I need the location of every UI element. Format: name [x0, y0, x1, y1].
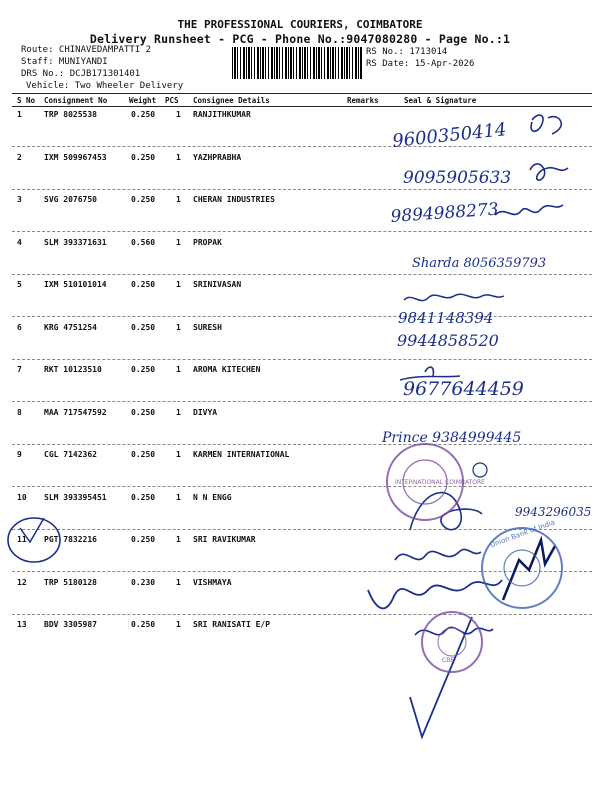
- handwritten-number: 9841148394: [398, 309, 494, 327]
- cell-consignment: TRP 8025538: [44, 110, 97, 119]
- cell-consignee: RANJITHKUMAR: [193, 110, 251, 119]
- handwritten-number: 9095905633: [403, 168, 512, 188]
- cell-consignment: IXM 509967453: [44, 152, 107, 162]
- col-sno: S No: [17, 96, 36, 105]
- cell-weight: 0.250: [131, 450, 156, 459]
- col-seal: Seal & Signature: [404, 96, 477, 105]
- cell-weight: 0.250: [131, 620, 156, 629]
- cell-consignee: AROMA KITECHEN: [193, 365, 261, 374]
- cell-sno: 10: [17, 492, 27, 502]
- cell-consignment: CGL 7142362: [44, 450, 97, 459]
- cell-consignee: PROPAK: [193, 237, 222, 247]
- rs-number: RS No.: 1713014: [366, 47, 448, 57]
- cell-consignment: SLM 393395451: [44, 492, 107, 502]
- cell-pcs: 1: [176, 195, 181, 204]
- col-consignment: Consignment No: [44, 96, 108, 105]
- cell-consignment: MAA 717547592: [44, 407, 107, 417]
- handwritten-number: Prince 9384999445: [382, 430, 522, 446]
- cell-consignee: YAZHPRABHA: [193, 152, 242, 162]
- signature-row5: [404, 294, 504, 300]
- company-title: THE PROFESSIONAL COURIERS, COIMBATORE: [177, 18, 423, 31]
- cell-pcs: 1: [176, 535, 181, 544]
- handwritten-number: 9894988273: [389, 199, 500, 227]
- vehicle-label: Vehicle: Two Wheeler Delivery: [26, 81, 184, 91]
- cell-pcs: 1: [176, 237, 181, 247]
- cell-weight: 0.250: [131, 280, 156, 289]
- stamp-text: Union Bank of India: [489, 518, 557, 550]
- cell-pcs: 1: [176, 450, 181, 459]
- cell-consignment: SLM 393371631: [44, 237, 107, 247]
- signature-dark-row12: [503, 540, 555, 600]
- small-circle-mark: [473, 463, 487, 477]
- cell-consignment: BDV 3305987: [44, 620, 97, 629]
- cell-consignee: SRI RAVIKUMAR: [193, 535, 256, 544]
- cell-pcs: 1: [176, 152, 181, 162]
- stamp-text: CBE: [442, 657, 455, 664]
- signature-row10: [410, 493, 482, 530]
- cell-pcs: 1: [176, 322, 181, 332]
- cell-consignee: KARMEN INTERNATIONAL: [193, 450, 290, 459]
- cell-weight: 0.250: [131, 535, 156, 544]
- col-pcs: PCS: [165, 96, 179, 105]
- handwritten-number: 9943296035: [515, 505, 592, 519]
- cell-weight: 0.250: [131, 152, 156, 162]
- signature-row11: [395, 549, 481, 560]
- stamp-cbe: [422, 612, 482, 672]
- cell-consignment: RKT 10123510: [44, 365, 102, 374]
- cell-consignment: PGT 7832216: [44, 535, 97, 544]
- cell-sno: 7: [17, 365, 22, 374]
- rs-date: RS Date: 15-Apr-2026: [366, 59, 475, 69]
- cell-consignment: KRG 4751254: [44, 322, 97, 332]
- cell-pcs: 1: [176, 110, 181, 119]
- cell-sno: 11: [17, 535, 27, 544]
- cell-sno: 6: [17, 322, 22, 332]
- cell-consignee: SRINIVASAN: [193, 280, 242, 289]
- row11-tick: [20, 518, 44, 542]
- cell-pcs: 1: [176, 577, 181, 587]
- cell-sno: 8: [17, 407, 22, 417]
- cell-weight: 0.230: [131, 577, 156, 587]
- signature-row3: [495, 205, 563, 215]
- cell-sno: 5: [17, 280, 22, 289]
- drs-label: DRS No.: DCJB171301401: [21, 69, 141, 79]
- cell-consignment: IXM 510101014: [44, 280, 107, 289]
- signature-row12: [368, 580, 502, 608]
- handwritten-number: 9944858520: [397, 331, 499, 350]
- cell-consignee: VISHMAYA: [193, 577, 232, 587]
- cell-pcs: 1: [176, 280, 181, 289]
- signature-row2: [530, 164, 568, 180]
- staff-label: Staff: MUNIYANDI: [21, 57, 108, 67]
- cell-sno: 12: [17, 577, 27, 587]
- cell-sno: 4: [17, 237, 22, 247]
- stamp-text: INTERNATIONAL COIMBATORE: [395, 479, 485, 486]
- cell-weight: 0.250: [131, 407, 156, 417]
- col-weight: Weight: [129, 96, 157, 105]
- handwritten-number: 9677644459: [403, 378, 524, 400]
- cell-consignment: SVG 2076750: [44, 195, 97, 204]
- cell-weight: 0.250: [131, 492, 156, 502]
- cell-sno: 1: [17, 110, 22, 119]
- col-remarks: Remarks: [347, 96, 379, 105]
- row11-circle: [8, 518, 60, 562]
- cell-sno: 2: [17, 152, 22, 162]
- col-consignee: Consignee Details: [193, 96, 270, 105]
- cell-weight: 0.560: [131, 237, 156, 247]
- cell-pcs: 1: [176, 492, 181, 502]
- cell-sno: 9: [17, 450, 22, 459]
- handwritten-number: 9600350414: [391, 119, 508, 152]
- route-label: Route: CHINAVEDAMPATTI 2: [21, 45, 152, 55]
- cell-consignment: TRP 5180128: [44, 577, 97, 587]
- cell-weight: 0.250: [131, 195, 156, 204]
- handwritten-number: Sharda 8056359793: [412, 256, 547, 271]
- cell-weight: 0.250: [131, 110, 156, 119]
- cell-consignee: CHERAN INDUSTRIES: [193, 195, 275, 204]
- cell-pcs: 1: [176, 365, 181, 374]
- cell-sno: 13: [17, 620, 27, 629]
- cell-pcs: 1: [176, 620, 181, 629]
- runsheet-title: Delivery Runsheet - PCG - Phone No.:9047080280 - Page No.:1: [89, 32, 511, 46]
- cell-sno: 3: [17, 195, 22, 204]
- cell-consignee: SURESH: [193, 322, 222, 332]
- cell-consignee: N N ENGG: [193, 492, 232, 502]
- cell-weight: 0.250: [131, 322, 156, 332]
- cell-pcs: 1: [176, 407, 181, 417]
- cell-consignee: SRI RANISATI E/P: [193, 620, 271, 629]
- cell-consignee: DIVYA: [193, 407, 218, 417]
- signature-row1: [531, 115, 561, 134]
- cell-weight: 0.250: [131, 365, 156, 374]
